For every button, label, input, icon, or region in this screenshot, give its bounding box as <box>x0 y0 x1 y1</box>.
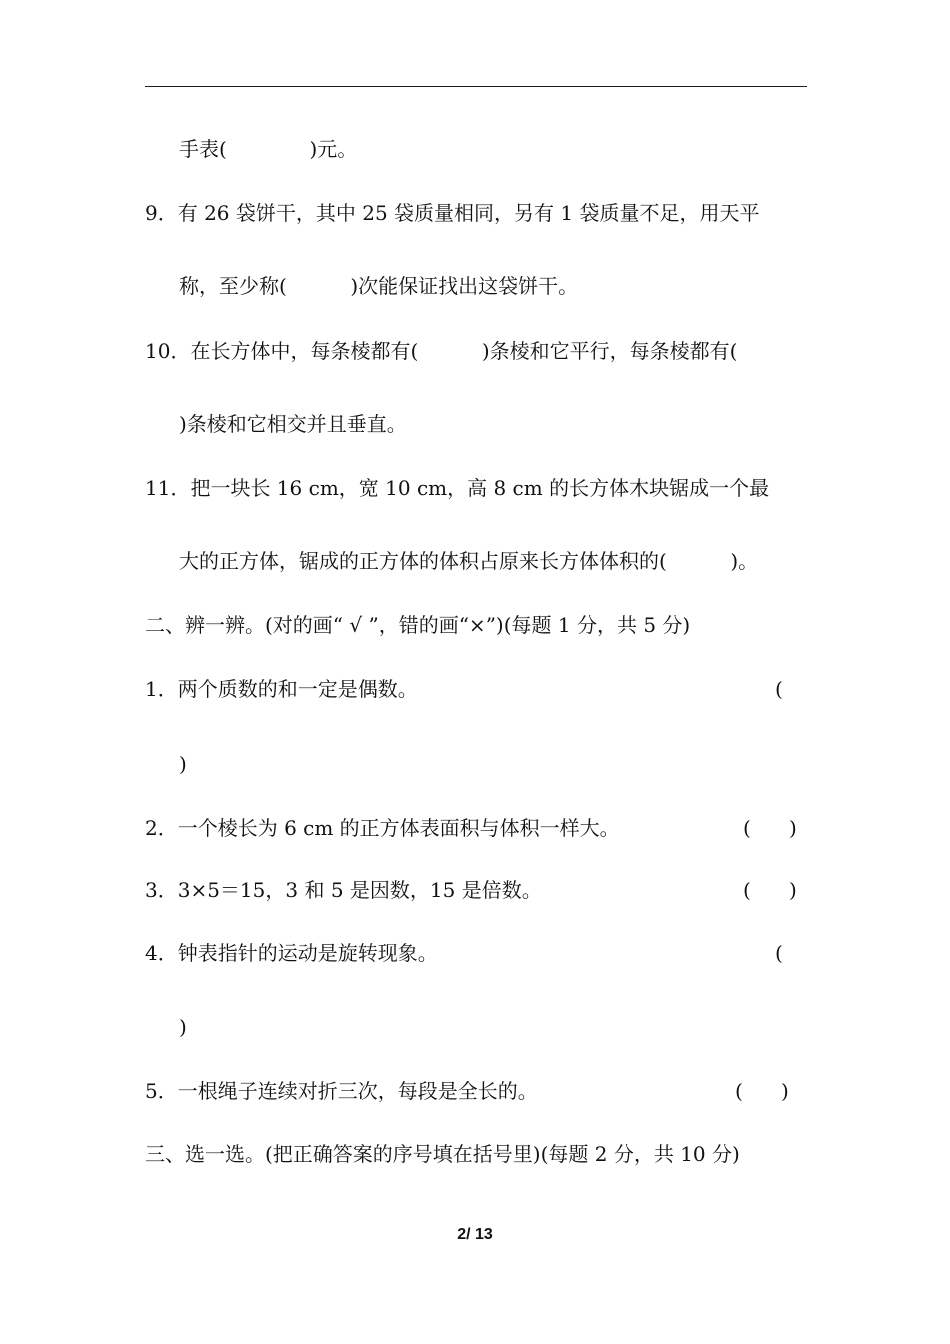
judge-item-1-answer-close: ) <box>179 752 187 776</box>
header-rule <box>145 86 807 87</box>
question-10-line-2: )条棱和它相交并且垂直。 <box>179 412 407 436</box>
judge-item-4-answer-open: ( <box>775 941 783 965</box>
question-9-line-2: 称，至少称( )次能保证找出这袋饼干。 <box>179 274 579 298</box>
judge-item-2: 2．一个棱长为 6 cm 的正方体表面积与体积一样大。 <box>145 816 620 840</box>
judge-item-2-answer: ( ) <box>743 816 797 840</box>
judge-item-4-answer-close: ) <box>179 1015 187 1039</box>
judge-item-3-answer: ( ) <box>743 878 797 902</box>
question-10-line-1: 10．在长方体中，每条棱都有( )条棱和它平行，每条棱都有( <box>145 339 738 363</box>
judge-item-3: 3．3×5＝15，3 和 5 是因数，15 是倍数。 <box>145 878 542 902</box>
judge-item-1: 1．两个质数的和一定是偶数。 <box>145 677 418 701</box>
question-8-continuation: 手表( )元。 <box>179 137 358 161</box>
section-2-heading: 二、辨一辨。(对的画“ √ ”，错的画“×”)(每题 1 分，共 5 分) <box>145 613 691 637</box>
judge-item-5: 5．一根绳子连续对折三次，每段是全长的。 <box>145 1079 538 1103</box>
section-3-heading: 三、选一选。(把正确答案的序号填在括号里)(每题 2 分，共 10 分) <box>145 1142 740 1166</box>
judge-item-1-answer-open: ( <box>775 677 783 701</box>
question-11-line-2: 大的正方体，锯成的正方体的体积占原来长方体体积的( )。 <box>179 549 759 573</box>
judge-item-5-answer: ( ) <box>735 1079 789 1103</box>
question-11-line-1: 11．把一块长 16 cm，宽 10 cm，高 8 cm 的长方体木块锯成一个最 <box>145 476 770 500</box>
judge-item-4: 4．钟表指针的运动是旋转现象。 <box>145 941 438 965</box>
page-number: 2/ 13 <box>457 1226 493 1243</box>
question-9-line-1: 9．有 26 袋饼干，其中 25 袋质量相同，另有 1 袋质量不足，用天平 <box>145 201 760 225</box>
